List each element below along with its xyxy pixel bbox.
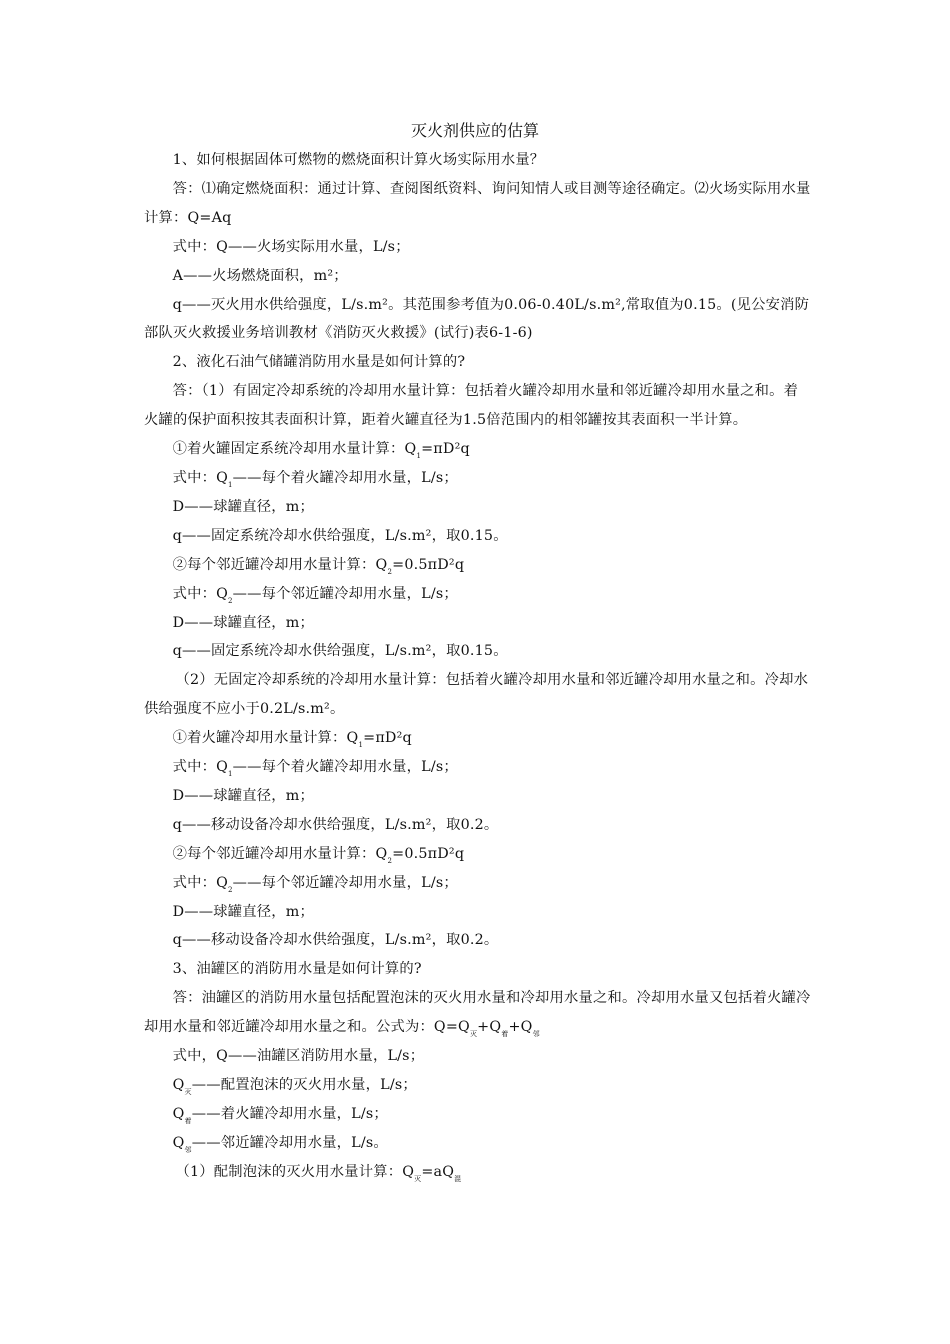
- paragraph: [144, 493, 812, 522]
- text-run: Q: [172, 1077, 185, 1093]
- text-run: D——球罐直径，m；: [172, 498, 314, 515]
- text-run: 式中，Q——油罐区消防用水量，L/s；: [172, 1048, 425, 1065]
- paragraph: [144, 811, 812, 840]
- text-run: ——每个着火罐冷却用水量，L/s；: [232, 759, 458, 776]
- text-run: 1、如何根据固体可燃物的燃烧面积计算火场实际用水量？: [172, 152, 545, 168]
- subscript: 着: [184, 1116, 192, 1125]
- subscript: 2: [228, 596, 233, 605]
- text-run: 答：（1）有固定冷却系统的冷却用水量计算：包括着火罐冷却用水量和邻近罐冷却用水量之和。着火罐的保护面积按其表面积计算，距着火罐直径为1.5倍范围内的相邻罐按其表面积一半计算。: [144, 383, 799, 429]
- text-run: D——球罐直径，m；: [172, 614, 314, 631]
- text-run: 式中：Q——火场实际用水量，L/s；: [172, 238, 410, 255]
- document-body: [144, 146, 812, 1187]
- text-run: =πD²q: [363, 730, 412, 747]
- paragraph: [144, 955, 812, 984]
- paragraph: [144, 753, 812, 782]
- subscript: 2: [228, 885, 233, 894]
- text-run: ——着火罐冷却用水量，L/s；: [191, 1105, 388, 1122]
- paragraph: [144, 898, 812, 927]
- text-run: Q: [172, 1105, 185, 1122]
- paragraph: [144, 869, 812, 898]
- subscript: 邻: [532, 1030, 540, 1039]
- subscript: 混: [454, 1174, 462, 1183]
- text-run: =πD²q: [421, 441, 470, 458]
- text-run: 答：⑴确定燃烧面积：通过计算、查阅图纸资料、询问知情人或目测等途径确定。⑵火场实际用水量计算：Q=Aq: [144, 180, 811, 226]
- text-run: 2、液化石油气储罐消防用水量是如何计算的?: [172, 354, 466, 371]
- document-title: 灭火剂供应的估算: [410, 121, 539, 140]
- subscript: 2: [387, 856, 393, 865]
- subscript: 1: [358, 741, 364, 750]
- text-run: 式中：Q: [172, 874, 229, 891]
- paragraph: [144, 637, 812, 666]
- text-run: ——配置泡沫的灭火用水量，L/s；: [191, 1077, 417, 1093]
- text-run: ①着火罐固定系统冷却用水量计算：Q: [172, 441, 417, 458]
- paragraph: [144, 435, 812, 464]
- paragraph: [144, 580, 812, 609]
- text-run: +Q: [508, 1019, 533, 1036]
- text-run: 式中：Q: [172, 469, 229, 486]
- paragraph: [144, 1129, 812, 1158]
- text-run: q——固定系统冷却水供给强度，L/s.m²，取0.15。: [172, 527, 508, 544]
- subscript: 灭: [184, 1088, 192, 1096]
- text-run: （2）无固定冷却系统的冷却用水量计算：包括着火罐冷却用水量和邻近罐冷却用水量之和。冷却水供给强度不应小于0.2L/s.m²。: [144, 672, 809, 718]
- text-run: D——球罐直径，m；: [172, 787, 314, 804]
- paragraph: [144, 984, 812, 1042]
- subscript: 灭: [414, 1174, 422, 1183]
- paragraph: [144, 724, 812, 753]
- text-run: q——灭火用水供给强度，L/s.m²。其范围参考值为0.06-0.40L/s.m²,常取值为0.15。(见公安消防部队灭火救援业务培训教材《消防灭火救援》(试行)表6-1-6): [144, 296, 810, 342]
- subscript: 邻: [184, 1145, 192, 1154]
- paragraph: [144, 377, 812, 435]
- paragraph: [144, 666, 812, 724]
- text-run: D——球罐直径，m；: [172, 903, 314, 920]
- subscript: 2: [387, 567, 393, 576]
- paragraph: [144, 522, 812, 551]
- text-run: 3、油罐区的消防用水量是如何计算的?: [172, 961, 422, 978]
- paragraph: [144, 1158, 812, 1187]
- paragraph: [144, 233, 812, 262]
- paragraph: [144, 609, 812, 638]
- text-run: +Q: [477, 1019, 502, 1036]
- text-run: 式中：Q: [172, 585, 229, 602]
- subscript: 1: [416, 452, 422, 461]
- paragraph: [144, 464, 812, 493]
- text-run: （1）配制泡沫的灭火用水量计算：Q: [175, 1163, 415, 1180]
- paragraph: [144, 348, 812, 377]
- text-run: 式中：Q: [172, 759, 229, 776]
- text-run: ——每个着火罐冷却用水量，L/s；: [232, 469, 458, 486]
- subscript: 1: [228, 480, 233, 489]
- text-run: q——移动设备冷却水供给强度，L/s.m²，取0.2。: [172, 932, 499, 949]
- text-run: q——移动设备冷却水供给强度，L/s.m²，取0.2。: [172, 816, 499, 833]
- text-run: q——固定系统冷却水供给强度，L/s.m²，取0.15。: [172, 643, 508, 660]
- text-run: Q: [172, 1134, 185, 1151]
- paragraph: [144, 1071, 812, 1100]
- text-run: =0.5πD²q: [392, 556, 465, 573]
- paragraph: [144, 291, 812, 349]
- paragraph: [144, 840, 812, 869]
- text-run: ②每个邻近罐冷却用水量计算：Q: [172, 845, 388, 862]
- text-run: =0.5πD²q: [392, 845, 465, 862]
- text-run: A——火场燃烧面积，m²；: [172, 267, 348, 284]
- subscript: 灭: [469, 1030, 478, 1039]
- paragraph: [144, 146, 812, 175]
- text-run: ②每个邻近罐冷却用水量计算：Q: [172, 556, 388, 573]
- paragraph: [144, 782, 812, 811]
- text-run: ——每个邻近罐冷却用水量，L/s；: [232, 585, 458, 602]
- text-run: ①着火罐冷却用水量计算：Q: [172, 730, 359, 747]
- text-run: 答：油罐区的消防用水量包括配置泡沫的灭火用水量和冷却用水量之和。冷却用水量又包括着火罐冷却用水量和邻近罐冷却用水量之和。公式为：Q=Q: [144, 990, 811, 1036]
- paragraph: [144, 551, 812, 580]
- paragraph: [144, 926, 812, 955]
- text-run: ——邻近罐冷却用水量，L/s。: [191, 1134, 388, 1151]
- text-run: =aQ: [421, 1163, 455, 1180]
- paragraph: [144, 175, 812, 233]
- text-run: ——每个邻近罐冷却用水量，L/s；: [232, 874, 458, 891]
- paragraph: [144, 262, 812, 291]
- subscript: 1: [228, 770, 233, 779]
- subscript: 着: [501, 1030, 509, 1039]
- paragraph: [144, 1100, 812, 1129]
- paragraph: [144, 1042, 812, 1071]
